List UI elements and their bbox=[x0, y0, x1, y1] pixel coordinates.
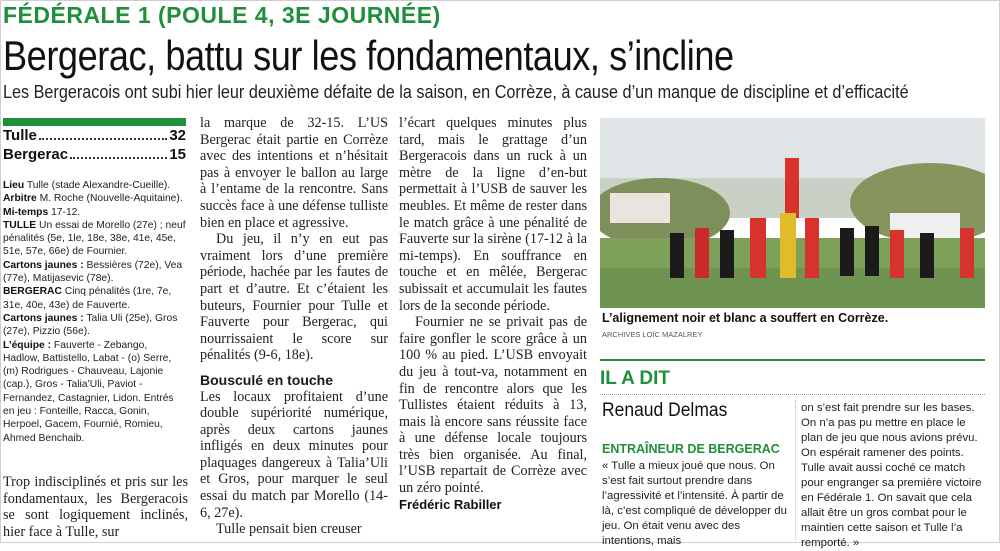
info-value: Tulle (stade Alexandre-Cueille). bbox=[24, 180, 171, 191]
info-label: L’équipe : bbox=[3, 339, 52, 351]
info-label: Cartons jaunes : bbox=[3, 259, 84, 271]
score-row-home bbox=[3, 127, 186, 145]
leader-dots bbox=[39, 138, 167, 140]
photo-lineout bbox=[600, 118, 985, 308]
team-score: 15 bbox=[169, 146, 186, 163]
paragraph: Les locaux profitaient d’une double supériorité numérique, après deux cartons jaunes infligés en deux minutes pour plaquages dangereux à Talia’Uli et Gros, pour marquer le seul essai du match par Morello (14-6, 27e). bbox=[200, 388, 388, 521]
author-signature: Frédéric Rabiller bbox=[399, 496, 502, 512]
info-label: BERGERAC bbox=[3, 286, 62, 298]
column-divider bbox=[795, 400, 797, 540]
team-name: Bergerac bbox=[3, 146, 69, 163]
info-value: 17-12. bbox=[48, 206, 81, 218]
section-title: IL A DIT bbox=[600, 368, 671, 389]
info-value: Bessières (72e), Vea (77e), Matijasevic (78e). bbox=[3, 259, 183, 285]
team-name: Tulle bbox=[3, 127, 37, 144]
article-col2 bbox=[200, 115, 388, 538]
info-label: Lieu bbox=[3, 180, 25, 191]
deck-subtitle: Les Bergeracois ont subi hier leur deuxième défaite de la saison, en Corrèze, à cause d’un manque de discipline et d’efficacité bbox=[3, 82, 909, 102]
info-value: M. Roche (Nouvelle-Aquitaine). bbox=[36, 193, 183, 205]
photo-illustration bbox=[600, 118, 985, 308]
quote-part2: on s’est fait prendre sur les bases. On n’a pas pu mettre en place le plan de jeu que nous avions prévu. On espérait ramener des points. Tulle avait aussi coché ce match pour engranger sa première victoire en Fédérale 1. On savait que cela allait être un gros combat pour le maintien cette saison et Tulle l’a remporté. » bbox=[801, 402, 982, 549]
info-label: Cartons jaunes : bbox=[3, 312, 84, 324]
paragraph: Tulle pensait bien creuser bbox=[216, 521, 362, 538]
score-row-away bbox=[3, 146, 186, 164]
section-rule bbox=[600, 359, 985, 361]
leader-dots bbox=[70, 157, 167, 159]
info-value: Talia Uli (25e), Gros (27e), Pizzio (56e). bbox=[3, 312, 178, 338]
info-label: Mi-temps bbox=[3, 206, 49, 218]
article-col3 bbox=[399, 115, 587, 513]
paragraph: l’écart quelques minutes plus tard, mais le grattage d’un Bergeracois dans un ruck à un mètre de la ligne d’en-but permettait à l’USB de sauver les meubles. Et même de rester dans le match grâce à une pénalité de Fauverte sur la sirène (17-12 à la mi-temps). En souffrance en touche et en mêlée, Bergerac subissait et accumulait les fautes lors de la seconde période. bbox=[399, 115, 587, 314]
speaker-role: ENTRAÎNEUR DE BERGERAC bbox=[602, 442, 780, 456]
photo-caption: L’alignement noir et blanc a souffert en Corrèze. bbox=[602, 311, 889, 325]
team-score: 32 bbox=[169, 127, 186, 144]
paragraph: la marque de 32-15. L’US Bergerac était partie en Corrèze avec des intentions et n’hésitait pas à envoyer le ballon au large à l’entame de la rencontre. Sans succès face à une défense tulliste bien en place et agressive. bbox=[200, 115, 388, 231]
paragraph: Fournier ne se privait pas de faire gonfler le score grâce à un 100 % au pied. L’USB envoyait du jeu à tout-va, notamment en fin de rencontre alors que les Tullistes étaient réduits à 13, mais là encore sans réussite face à une défense locale toujours très bien organisée. Au final, l’USB repartait de Corrèze avec un zéro pointé. bbox=[399, 314, 587, 497]
subheading: Bousculé en touche bbox=[200, 371, 334, 388]
article-col1: Trop indisciplinés et pris sur les fondamentaux, les Bergeracois se sont logiquement inclinés, hier face à Tulle, sur bbox=[3, 474, 188, 540]
info-value: Un essai de Morello (27e) ; neuf pénalités (5e, 1le, 18e, 38e, 41e, 45e, 51e, 57e, 66e) de Fournier. bbox=[3, 219, 186, 258]
info-value: Fauverte - Zebango, Hadlow, Battistello, Labat - (o) Serre, (m) Rodrigues - Chauveau, Lajonie (cap.), Gros - Talia’Uli, Paviot - Fernandez, Castagnier, Lidon. Entrés en jeu : Fonteille, Racca, Gonin, Herpoel, Gacem, Fournié, Romieu, Ahmed Benchaib. bbox=[3, 339, 174, 444]
match-info bbox=[3, 179, 186, 445]
score-box-bar bbox=[3, 118, 186, 126]
headline: Bergerac, battu sur les fondamentaux, s’incline bbox=[3, 32, 734, 79]
info-label: TULLE bbox=[3, 219, 37, 231]
speaker-name: Renaud Delmas bbox=[602, 400, 728, 421]
dotted-divider bbox=[600, 394, 985, 396]
score-box bbox=[3, 118, 186, 164]
info-label: Arbitre bbox=[3, 193, 37, 205]
kicker: FÉDÉRALE 1 (POULE 4, 3E JOURNÉE) bbox=[3, 2, 441, 28]
paragraph: Du jeu, il n’y en eut pas vraiment lors d’une première période, hachée par les fautes de part et d’autre. Et c’étaient les buteurs, Fournier pour Tulle et Fauverte pour Bergerac, qui nourrissaient le score sur pénalités (9-6, 18e). bbox=[200, 231, 388, 364]
info-value: Cinq pénalités (1re, 7e, 31e, 40e, 43e) de Fauverte. bbox=[3, 286, 172, 311]
photo-credit: ARCHIVES LOÏC MAZALREY bbox=[602, 330, 703, 339]
quote-part1: « Tulle a mieux joué que nous. On s’est fait surtout prendre dans l’agressivité et l’intensité. À partir de là, c’est compliqué de développer du jeu. On était venu avec des intentions, mais bbox=[602, 460, 787, 547]
